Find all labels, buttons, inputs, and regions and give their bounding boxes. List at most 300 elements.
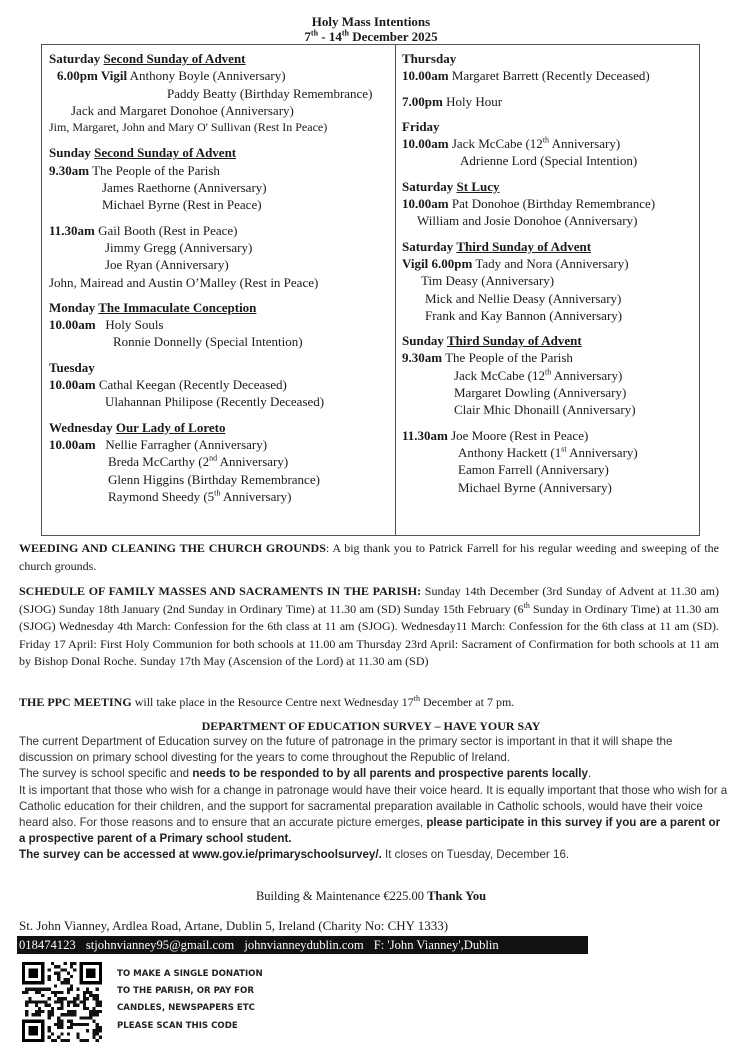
day-block bbox=[402, 178, 699, 230]
qr-module bbox=[92, 1029, 95, 1032]
qr-module bbox=[25, 988, 28, 991]
intention-text: Tim Deasy (Anniversary) bbox=[421, 273, 555, 289]
survey-p1: The current Department of Education survey on the future of patronage in the primary sector is important in that it will shape the discussion on primary school divesting for the years to come throughout the Republic of Ireland. bbox=[19, 735, 673, 765]
qr-module bbox=[83, 1004, 86, 1007]
qr-module bbox=[57, 1016, 60, 1019]
qr-module bbox=[41, 988, 44, 991]
qr-module bbox=[57, 1020, 60, 1023]
qr-module bbox=[67, 1020, 70, 1023]
mass-time: 10.00am bbox=[402, 136, 449, 152]
qr-module bbox=[25, 991, 28, 994]
qr-module bbox=[73, 1013, 76, 1016]
intention-row bbox=[402, 255, 699, 272]
qr-module bbox=[92, 1036, 95, 1039]
qr-module bbox=[48, 978, 51, 981]
donate-line: PLEASE SCAN THIS CODE bbox=[117, 1020, 238, 1031]
ppc-heading: THE PPC MEETING bbox=[19, 695, 132, 709]
qr-module bbox=[60, 991, 63, 994]
intention-row bbox=[402, 384, 699, 401]
qr-module bbox=[54, 972, 57, 975]
intention-row bbox=[402, 67, 699, 84]
qr-module bbox=[57, 1007, 60, 1010]
qr-module bbox=[64, 997, 67, 1000]
building-maintenance bbox=[0, 889, 742, 904]
qr-module bbox=[83, 997, 86, 1000]
qr-module bbox=[67, 1013, 70, 1016]
qr-module bbox=[54, 994, 57, 997]
qr-module bbox=[54, 991, 57, 994]
qr-module bbox=[57, 978, 60, 981]
qr-module bbox=[89, 991, 92, 994]
intention-text: Anthony Hackett (1 bbox=[458, 444, 562, 460]
intention-row bbox=[49, 67, 395, 84]
intention-text-after: Anniversary) bbox=[220, 488, 292, 504]
email-link[interactable]: stjohnvianney95@gmail.com bbox=[85, 938, 235, 952]
qr-module bbox=[86, 1023, 89, 1026]
day-heading bbox=[402, 50, 699, 67]
qr-module bbox=[67, 1000, 70, 1003]
ppc-text-1: will take place in the Resource Centre next Wednesday 17 bbox=[131, 695, 414, 709]
qr-module bbox=[44, 1000, 47, 1003]
ordinal-sup: st bbox=[561, 444, 567, 454]
qr-module bbox=[54, 965, 57, 968]
intention-row bbox=[402, 401, 699, 418]
weeding-text: : A big thank you to Patrick Farrell for his regular weeding and sweeping of the church grounds. bbox=[19, 541, 719, 573]
qr-module bbox=[51, 1032, 54, 1035]
intention-row bbox=[402, 444, 699, 461]
intention-text: Ronnie Donnelly (Special Intention) bbox=[113, 334, 303, 350]
qr-module bbox=[99, 1000, 102, 1003]
qr-module bbox=[60, 1026, 63, 1029]
intention-text: Nellie Farragher (Anniversary) bbox=[95, 436, 268, 452]
mass-time: 10.00am bbox=[402, 196, 449, 212]
intention-text: Holy Souls bbox=[95, 317, 164, 333]
qr-module bbox=[73, 1000, 76, 1003]
qr-module bbox=[48, 1029, 51, 1032]
day-heading bbox=[402, 178, 699, 195]
intention-text: Adrienne Lord (Special Intention) bbox=[460, 153, 638, 169]
qr-module bbox=[67, 991, 70, 994]
day-name: Sunday bbox=[402, 333, 444, 349]
qr-module bbox=[60, 997, 63, 1000]
schedule-notice bbox=[19, 583, 719, 671]
day-block bbox=[49, 359, 395, 411]
left-column bbox=[42, 45, 396, 535]
intention-text: Jack McCabe (12 bbox=[454, 367, 545, 383]
mass-time: 9.30am bbox=[49, 162, 90, 178]
qr-module bbox=[92, 994, 95, 997]
qr-module bbox=[25, 1000, 28, 1003]
qr-module bbox=[54, 1039, 57, 1042]
qr-module bbox=[67, 978, 70, 981]
intention-row bbox=[402, 349, 699, 366]
qr-module bbox=[57, 1026, 60, 1029]
qr-module bbox=[76, 988, 79, 991]
qr-module bbox=[48, 968, 51, 971]
qr-module bbox=[99, 1010, 102, 1013]
qr-module bbox=[32, 1013, 35, 1016]
day-name: Monday bbox=[49, 299, 96, 315]
intention-row bbox=[49, 393, 395, 410]
intention-row bbox=[402, 135, 699, 152]
day-name: Thursday bbox=[402, 51, 457, 66]
intention-row bbox=[402, 427, 699, 444]
qr-module bbox=[28, 1000, 31, 1003]
qr-module bbox=[83, 994, 86, 997]
qr-module bbox=[96, 1029, 99, 1032]
qr-module bbox=[48, 1010, 51, 1013]
intention-row bbox=[402, 290, 699, 307]
qr-module bbox=[89, 1016, 92, 1019]
intention-row bbox=[49, 239, 395, 256]
intention-text: Raymond Sheedy (5 bbox=[108, 488, 215, 504]
intention-text: The People of the Parish bbox=[442, 350, 573, 366]
intention-text: Joe Moore (Rest in Peace) bbox=[447, 427, 589, 443]
qr-module bbox=[96, 1023, 99, 1026]
qr-module bbox=[89, 1010, 92, 1013]
qr-module bbox=[76, 1032, 79, 1035]
qr-module bbox=[99, 1026, 102, 1029]
qr-module bbox=[57, 997, 60, 1000]
day-block bbox=[402, 50, 699, 85]
qr-module bbox=[48, 988, 51, 991]
schedule-sup: th bbox=[523, 600, 530, 610]
intention-row bbox=[402, 195, 699, 212]
intention-text: James Raethorne (Anniversary) bbox=[102, 180, 267, 196]
parish-address: St. John Vianney, Ardlea Road, Artane, Dublin 5, Ireland (Charity No: CHY 1333) bbox=[19, 918, 449, 933]
day-heading bbox=[49, 299, 395, 316]
qr-module bbox=[54, 1023, 57, 1026]
intention-row bbox=[402, 272, 699, 289]
intention-text: Clair Mhic Dhonaill (Anniversary) bbox=[454, 402, 636, 418]
qr-module bbox=[57, 975, 60, 978]
ordinal-sup: nd bbox=[209, 453, 218, 463]
qr-module bbox=[76, 1036, 79, 1039]
day-block bbox=[402, 93, 699, 110]
day-heading bbox=[49, 50, 395, 67]
qr-module bbox=[83, 991, 86, 994]
qr-module bbox=[86, 991, 89, 994]
day-heading bbox=[402, 332, 699, 349]
qr-module bbox=[70, 1020, 73, 1023]
qr-module bbox=[44, 988, 47, 991]
intention-row bbox=[49, 488, 395, 505]
mass-time: 10.00am bbox=[49, 377, 96, 393]
intention-text: Gail Booth (Rest in Peace) bbox=[94, 222, 238, 238]
feast-name: Third Sunday of Advent bbox=[446, 333, 582, 349]
qr-module bbox=[60, 1013, 63, 1016]
qr-module bbox=[67, 1010, 70, 1013]
day-name: Sunday bbox=[49, 145, 91, 161]
intention-text: Michael Byrne (Rest in Peace) bbox=[102, 197, 262, 213]
qr-module bbox=[76, 1023, 79, 1026]
qr-module bbox=[96, 994, 99, 997]
qr-module bbox=[80, 1023, 83, 1026]
intention-row bbox=[49, 222, 395, 239]
qr-module bbox=[35, 1013, 38, 1016]
intention-text: John, Mairead and Austin O’Malley (Rest in Peace) bbox=[49, 274, 319, 290]
intention-row bbox=[402, 479, 699, 496]
qr-module bbox=[92, 1020, 95, 1023]
qr-module bbox=[38, 1007, 41, 1010]
qr-module bbox=[57, 1036, 60, 1039]
qr-module bbox=[83, 1023, 86, 1026]
mass-time: 10.00am bbox=[49, 436, 96, 452]
date-month: December 2025 bbox=[349, 29, 438, 44]
intention-text-after: Anniversary) bbox=[217, 454, 289, 470]
qr-module bbox=[70, 962, 73, 965]
survey-title: DEPARTMENT OF EDUCATION SURVEY – HAVE YOUR SAY bbox=[201, 719, 541, 733]
survey-p2-b: needs to be responded to by all parents and prospective parents locally bbox=[192, 767, 588, 781]
qr-module bbox=[92, 1007, 95, 1010]
website-link[interactable]: johnvianneydublin.com bbox=[244, 938, 364, 952]
schedule-text-2: Sunday in Ordinary Time) at 11.30 am (SJOG) Wednesday 4th March: Confession for the 6th class at 11 am (SJOG). Wednesday11 March: Confession for the 6th class at 11 am (SD). Friday 17 April: First Holy Communion for both schools at 11.00 am Thursday 23rd April: Sacrament of Confirmation for both schools at 11 am by Bishop Donal Roche. Sunday 17th May (Ascension of the Lord) at 11.30 am (SD) bbox=[19, 601, 719, 668]
intention-row bbox=[402, 212, 699, 229]
qr-module bbox=[35, 1010, 38, 1013]
mass-intentions-table bbox=[41, 44, 700, 536]
qr-module bbox=[25, 1010, 28, 1013]
qr-module bbox=[57, 972, 60, 975]
qr-module bbox=[54, 1000, 57, 1003]
qr-module bbox=[25, 1004, 28, 1007]
qr-module bbox=[86, 988, 89, 991]
qr-module bbox=[67, 1004, 70, 1007]
intention-row bbox=[49, 274, 395, 291]
intention-text: William and Josie Donohoe (Anniversary) bbox=[417, 213, 638, 229]
date-end-sup: th bbox=[341, 28, 350, 38]
qr-module bbox=[60, 968, 63, 971]
survey-body bbox=[19, 734, 729, 864]
feast-name: Second Sunday of Advent bbox=[103, 51, 246, 66]
building-thanks: Thank You bbox=[427, 889, 487, 903]
qr-module bbox=[60, 981, 63, 984]
qr-code-icon[interactable] bbox=[22, 962, 102, 1042]
intention-text: Breda McCarthy (2 bbox=[108, 454, 210, 470]
qr-module bbox=[70, 1010, 73, 1013]
qr-module bbox=[41, 1010, 44, 1013]
day-name: Tuesday bbox=[49, 359, 95, 375]
qr-module bbox=[99, 1004, 102, 1007]
intention-text: Eamon Farrell (Anniversary) bbox=[458, 462, 609, 478]
mass-time: 9.30am bbox=[402, 350, 443, 366]
qr-module bbox=[38, 988, 41, 991]
qr-module bbox=[89, 1013, 92, 1016]
survey-link[interactable]: The survey can be accessed at www.gov.ie/primaryschoolsurvey/. bbox=[19, 848, 382, 862]
intention-text: Paddy Beatty (Birthday Remembrance) bbox=[167, 85, 373, 101]
ppc-text-2: December at 7 pm. bbox=[419, 695, 515, 709]
day-heading bbox=[49, 419, 395, 436]
qr-module bbox=[70, 988, 73, 991]
qr-module bbox=[96, 1010, 99, 1013]
qr-module bbox=[64, 981, 67, 984]
qr-module bbox=[70, 1013, 73, 1016]
qr-module bbox=[48, 975, 51, 978]
qr-module bbox=[86, 1007, 89, 1010]
qr-module bbox=[38, 1000, 41, 1003]
qr-module bbox=[60, 1004, 63, 1007]
survey-p3 bbox=[19, 783, 729, 848]
intention-text: Jack McCabe (12 bbox=[448, 136, 543, 152]
qr-module bbox=[32, 988, 35, 991]
weeding-notice bbox=[19, 540, 719, 575]
intention-text-after: Anniversary) bbox=[549, 136, 621, 152]
qr-module bbox=[51, 1010, 54, 1013]
intention-text: Mick and Nellie Deasy (Anniversary) bbox=[425, 290, 622, 306]
donate-line: TO THE PARISH, OR PAY FOR bbox=[117, 986, 254, 997]
qr-module bbox=[67, 981, 70, 984]
qr-module bbox=[99, 1029, 102, 1032]
donate-line: CANDLES, NEWSPAPERS ETC bbox=[117, 1003, 255, 1014]
survey-p3-b: please participate in this survey if you are a parent or a prospective parent of a Primary school student. bbox=[19, 816, 721, 846]
intention-text: Tady and Nora (Anniversary) bbox=[472, 255, 629, 271]
donation-instructions bbox=[117, 966, 263, 1035]
qr-module bbox=[96, 1039, 99, 1042]
qr-module bbox=[67, 972, 70, 975]
date-start-sup: th bbox=[310, 28, 319, 38]
day-heading bbox=[402, 118, 699, 135]
qr-module bbox=[73, 1004, 76, 1007]
qr-module bbox=[57, 991, 60, 994]
qr-module bbox=[96, 997, 99, 1000]
qr-module bbox=[51, 1007, 54, 1010]
qr-module bbox=[38, 1013, 41, 1016]
qr-module bbox=[48, 1036, 51, 1039]
intention-row bbox=[49, 162, 395, 179]
schedule-heading: SCHEDULE OF FAMILY MASSES AND SACRAMENTS IN THE PARISH: bbox=[19, 584, 422, 598]
qr-module bbox=[70, 984, 73, 987]
qr-module bbox=[96, 1004, 99, 1007]
date-range bbox=[0, 29, 742, 44]
qr-module bbox=[35, 1004, 38, 1007]
feast-name: Third Sunday of Advent bbox=[456, 238, 592, 254]
qr-module bbox=[73, 1010, 76, 1013]
qr-module bbox=[48, 1016, 51, 1019]
qr-module bbox=[51, 1013, 54, 1016]
qr-module bbox=[67, 1039, 70, 1042]
qr-finder bbox=[28, 1026, 38, 1036]
facebook-link[interactable]: F: 'John Vianney',Dublin bbox=[373, 938, 499, 952]
intention-text: Margaret Dowling (Anniversary) bbox=[454, 385, 627, 401]
qr-module bbox=[64, 968, 67, 971]
feast-name: Second Sunday of Advent bbox=[94, 145, 237, 161]
qr-module bbox=[73, 968, 76, 971]
intention-text: Ulahannan Philipose (Recently Deceased) bbox=[105, 394, 325, 410]
qr-module bbox=[86, 1029, 89, 1032]
intention-row bbox=[402, 367, 699, 384]
qr-module bbox=[86, 1016, 89, 1019]
intention-row bbox=[49, 471, 395, 488]
intention-text: Michael Byrne (Anniversary) bbox=[458, 479, 612, 495]
qr-module bbox=[92, 1032, 95, 1035]
weeding-heading: WEEDING AND CLEANING THE CHURCH GROUNDS bbox=[19, 541, 326, 555]
qr-module bbox=[83, 1000, 86, 1003]
day-name: Saturday bbox=[402, 238, 454, 254]
survey-p2-a: The survey is school specific and bbox=[19, 767, 193, 781]
phone-number[interactable]: 018474123 bbox=[19, 938, 76, 952]
title-line: Holy Mass Intentions bbox=[311, 14, 431, 29]
mass-time: 7.00pm bbox=[402, 93, 443, 109]
contact-bar bbox=[17, 936, 588, 954]
feast-name: The Immaculate Conception bbox=[98, 299, 257, 315]
qr-module bbox=[41, 994, 44, 997]
qr-module bbox=[60, 1032, 63, 1035]
intention-row bbox=[402, 461, 699, 478]
mass-time: 11.30am bbox=[49, 222, 95, 238]
ppc-sup: th bbox=[413, 694, 420, 703]
qr-module bbox=[70, 1000, 73, 1003]
building-label: Building & Maintenance €225.00 bbox=[255, 889, 428, 903]
intention-text: Pat Donohoe (Birthday Remembrance) bbox=[448, 196, 656, 212]
day-block bbox=[49, 144, 395, 213]
intention-row bbox=[49, 316, 395, 333]
intention-text: Jim, Margaret, John and Mary O' Sullivan (Rest In Peace) bbox=[49, 120, 328, 135]
mass-time: Vigil 6.00pm bbox=[402, 255, 473, 271]
qr-module bbox=[83, 1039, 86, 1042]
day-name: Saturday bbox=[402, 178, 454, 194]
day-heading bbox=[402, 238, 699, 255]
day-name: Friday bbox=[402, 118, 440, 134]
qr-module bbox=[48, 1026, 51, 1029]
qr-module bbox=[60, 1007, 63, 1010]
qr-module bbox=[76, 997, 79, 1000]
intention-row bbox=[49, 256, 395, 273]
qr-module bbox=[44, 1004, 47, 1007]
qr-module bbox=[73, 962, 76, 965]
ordinal-sup: th bbox=[214, 488, 221, 498]
qr-module bbox=[25, 1013, 28, 1016]
qr-module bbox=[73, 997, 76, 1000]
day-block bbox=[49, 222, 395, 291]
intention-text: Holy Hour bbox=[442, 93, 503, 109]
qr-module bbox=[96, 1026, 99, 1029]
day-heading bbox=[49, 359, 395, 376]
qr-module bbox=[92, 1013, 95, 1016]
qr-module bbox=[83, 1007, 86, 1010]
qr-module bbox=[92, 997, 95, 1000]
qr-module bbox=[48, 1004, 51, 1007]
mass-time: 10.00am bbox=[402, 68, 449, 84]
qr-module bbox=[96, 988, 99, 991]
qr-module bbox=[70, 975, 73, 978]
qr-module bbox=[86, 997, 89, 1000]
day-block bbox=[402, 427, 699, 496]
intention-text: Jack and Margaret Donohoe (Anniversary) bbox=[71, 102, 294, 118]
qr-module bbox=[96, 1032, 99, 1035]
intention-text: Margaret Barrett (Recently Deceased) bbox=[448, 68, 650, 84]
qr-module bbox=[28, 988, 31, 991]
survey-p4 bbox=[19, 847, 729, 863]
intention-row bbox=[402, 152, 699, 169]
qr-module bbox=[96, 1000, 99, 1003]
day-heading bbox=[49, 144, 395, 161]
day-block bbox=[49, 299, 395, 351]
mass-time: 6.00pm Vigil bbox=[57, 68, 128, 84]
intention-text: Jimmy Gregg (Anniversary) bbox=[105, 239, 253, 255]
qr-module bbox=[67, 1032, 70, 1035]
qr-module bbox=[41, 1000, 44, 1003]
qr-module bbox=[54, 984, 57, 987]
qr-module bbox=[51, 1039, 54, 1042]
qr-module bbox=[92, 1010, 95, 1013]
qr-module bbox=[60, 1039, 63, 1042]
date-sep: - bbox=[318, 29, 329, 44]
qr-module bbox=[51, 991, 54, 994]
page-title bbox=[0, 14, 742, 44]
ppc-notice bbox=[19, 694, 719, 712]
day-name: Wednesday bbox=[49, 419, 113, 435]
feast-name: Our Lady of Loreto bbox=[115, 419, 226, 435]
qr-module bbox=[80, 1039, 83, 1042]
